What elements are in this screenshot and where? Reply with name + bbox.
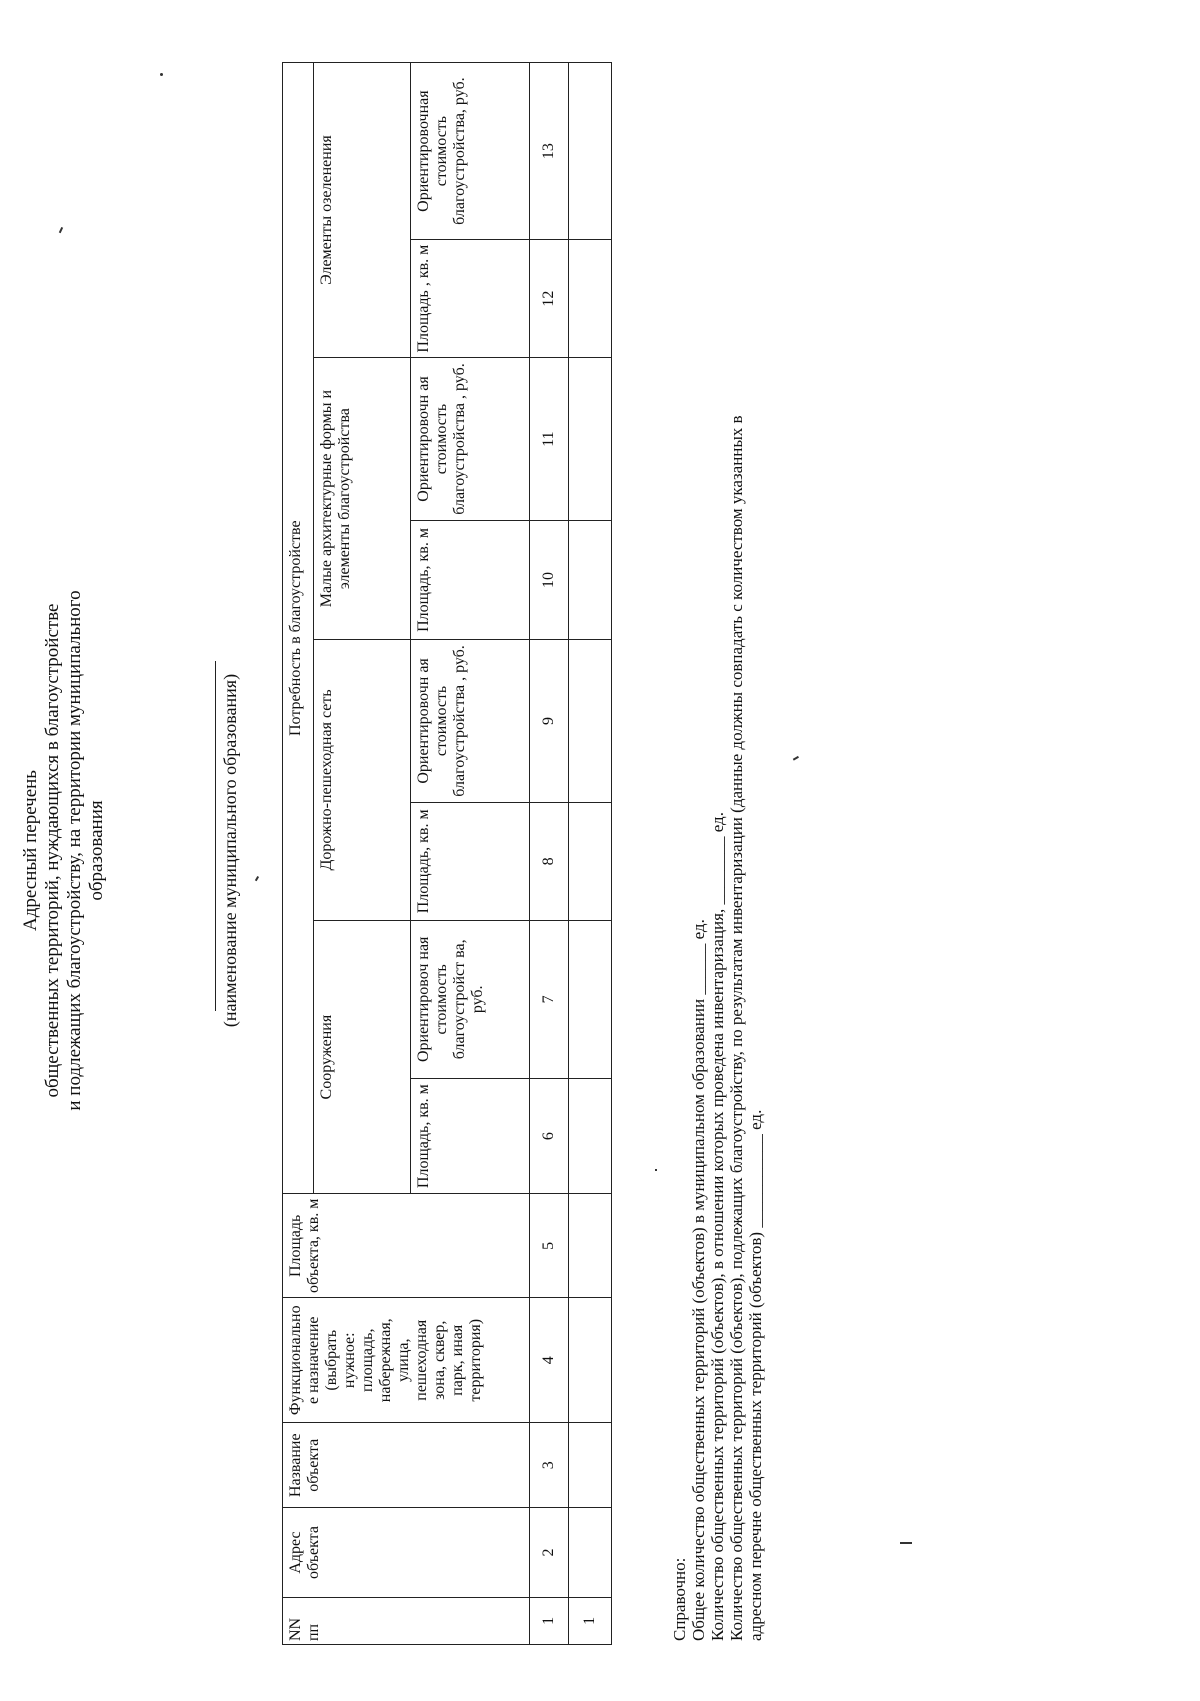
header-cost-greenery: Ориентировочная стоимость благоустройства, руб. — [411, 63, 530, 240]
table-cell — [569, 1423, 612, 1508]
column-number: 9 — [530, 640, 569, 803]
table-row — [569, 63, 612, 1645]
title-line-4: образования — [86, 800, 107, 901]
notes-line-2-text: Количество общественных территорий (объектов), в отношении которых проведена инвентаризация, — [708, 908, 727, 1641]
header-greenery: Элементы озеленения — [314, 63, 411, 358]
column-number: 3 — [530, 1423, 569, 1508]
table-cell — [569, 1078, 612, 1194]
address-list-table — [282, 62, 612, 1645]
notes-line-4-unit: ед. — [746, 1109, 765, 1130]
table-cell — [569, 1194, 612, 1298]
column-number: 5 — [530, 1194, 569, 1298]
table-cell — [569, 802, 612, 920]
column-number: 13 — [530, 63, 569, 240]
header-object-area: Площадь объекта, кв. м — [283, 1194, 530, 1298]
table-cell — [569, 240, 612, 358]
title-line-1: Адресный перечень — [20, 770, 41, 931]
column-number: 11 — [530, 358, 569, 521]
column-number: 12 — [530, 240, 569, 358]
title-line-3: и подлежащих благоустройству, на территории муниципального — [64, 590, 85, 1111]
column-number-row — [530, 63, 569, 1645]
header-row-1 — [283, 63, 314, 1645]
notes-line-2: Количество общественных территорий (объектов), в отношении которых проведена инвентаризация, ________ ед. — [708, 812, 727, 1641]
column-number: 1 — [530, 1597, 569, 1644]
notes-line-4-text: адресном перечне общественных территорий (объектов) — [746, 1231, 765, 1641]
municipality-caption: (наименование муниципального образования) — [220, 673, 240, 1028]
notes-line-1-text: Общее количество общественных территорий (объектов) в муниципальном образовании — [689, 998, 708, 1641]
header-name: Название объекта — [283, 1423, 530, 1508]
table-cell — [569, 358, 612, 521]
scan-speck — [255, 876, 259, 881]
scan-speck — [655, 1169, 657, 1171]
header-cost-small: Ориентировочн ая стоимость благоустройства , руб. — [411, 358, 530, 521]
notes-line-4: адресном перечне общественных территорий (объектов) ___________ ед. — [746, 1109, 765, 1641]
header-address: Адрес объекта — [283, 1508, 530, 1598]
scan-speck — [793, 756, 799, 760]
table-cell — [569, 1298, 612, 1423]
table-cell — [569, 640, 612, 803]
header-area-small: Площадь, кв. м — [411, 520, 530, 639]
column-number: 8 — [530, 802, 569, 920]
column-number: 4 — [530, 1298, 569, 1423]
column-number: 10 — [530, 520, 569, 639]
header-small-forms: Малые архитектурные формы и элементы благоустройства — [314, 358, 411, 640]
table-cell — [569, 920, 612, 1078]
municipality-name-line — [215, 661, 216, 1011]
header-need: Потребность в благоустройстве — [283, 63, 314, 1194]
notes-block — [670, 51, 765, 1641]
column-number: 2 — [530, 1508, 569, 1598]
notes-heading: Справочно: — [670, 1557, 689, 1641]
notes-line-1: Общее количество общественных территорий (объектов) в муниципальном образовании ______ ед. — [689, 919, 708, 1641]
header-structures: Сооружения — [314, 920, 411, 1194]
column-number: 7 — [530, 920, 569, 1078]
scan-speck — [160, 73, 163, 76]
header-area-greenery: Площадь , кв. м — [411, 240, 530, 358]
title-line-2: общественных территорий, нуждающихся в благоустройстве — [42, 603, 63, 1098]
column-number: 6 — [530, 1078, 569, 1194]
header-cost-structures: Ориентировоч ная стоимость благоустройст ва, руб. — [411, 920, 530, 1078]
notes-line-1-unit: ед. — [689, 919, 708, 940]
notes-line-3: Количество общественных территорий (объектов), подлежащих благоустройству, по результатам инвентаризации (данные должны совпадать с количеством указанных в — [727, 415, 746, 1641]
notes-line-2-unit: ед. — [708, 812, 727, 833]
table-cell — [569, 520, 612, 639]
header-area-structures: Площадь, кв. м — [411, 1078, 530, 1194]
document-title — [20, 40, 108, 1661]
header-function: Функционально е назначение (выбрать нужное: площадь, набережная, улица, пешеходная зона, сквер, парк, иная территория) — [283, 1298, 530, 1423]
table-cell: 1 — [569, 1597, 612, 1644]
scan-speck — [900, 1542, 912, 1544]
table-cell — [569, 63, 612, 240]
header-nn: NN пп — [283, 1597, 530, 1644]
header-cost-roads: Ориентировочн ая стоимость благоустройства , руб. — [411, 640, 530, 803]
header-roads: Дорожно-пешеходная сеть — [314, 640, 411, 921]
table-cell — [569, 1508, 612, 1598]
header-area-roads: Площадь, кв. м — [411, 802, 530, 920]
